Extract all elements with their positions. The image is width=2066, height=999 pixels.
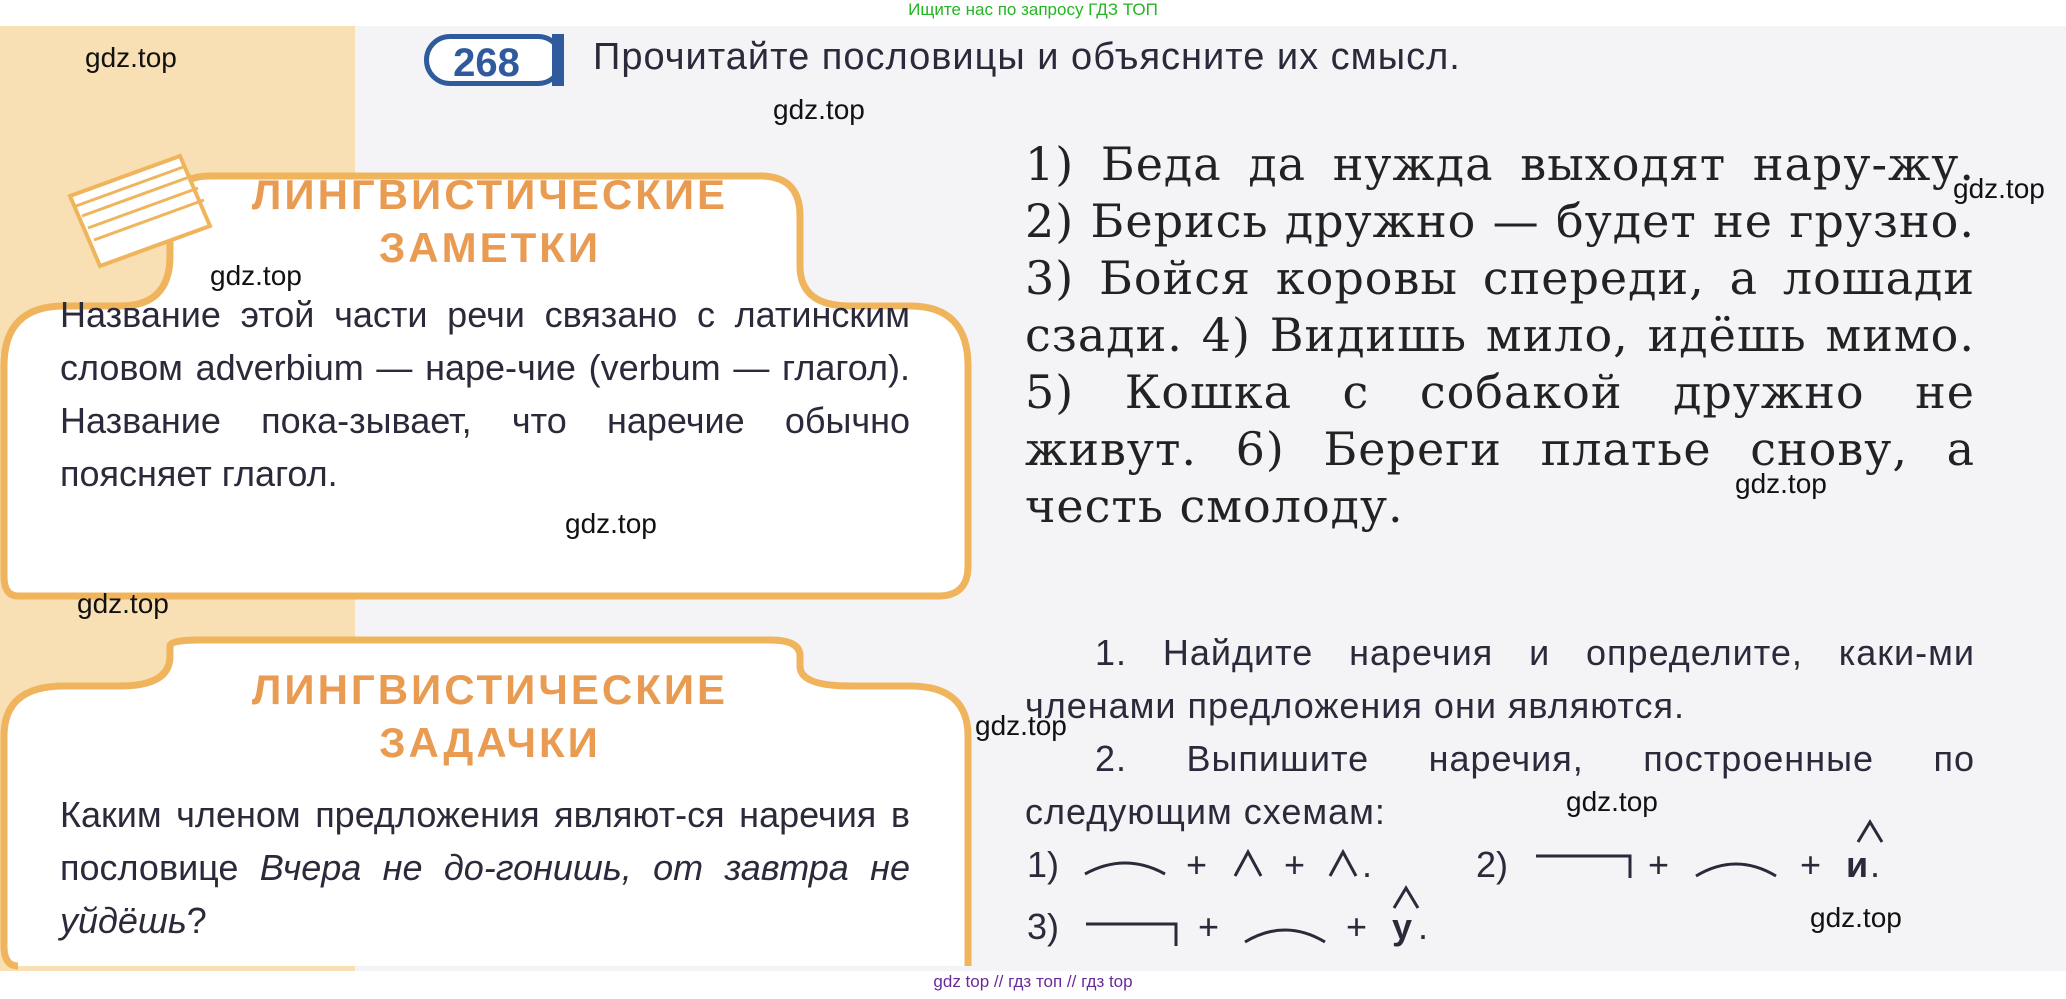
scheme-1-dot: . [1362, 844, 1373, 885]
tasks-body: Каким членом предложения являют-ся наречия в пословице Вчера не до-гонишь, от завтра не уйдёшь? [60, 794, 911, 941]
watermark: gdz.top [565, 508, 657, 539]
question-1: 1. Найдите наречия и определите, каки-ми членами предложения они являются. [1025, 632, 1975, 726]
watermark: gdz.top [1953, 173, 2045, 204]
scheme-1-label: 1) [1027, 844, 1060, 885]
scheme-3-label: 3) [1027, 906, 1060, 947]
scheme-2-ending-letter: и [1846, 844, 1869, 885]
watermark: gdz.top [975, 710, 1067, 741]
scheme-3-plus-a: + [1198, 906, 1220, 947]
watermark: gdz.top [85, 42, 177, 73]
tasks-title-1: ЛИНГВИСТИЧЕСКИЕ [251, 666, 729, 713]
watermark: gdz.top [210, 260, 302, 291]
question-2: 2. Выпишите наречия, построенные по следующим схемам: [1025, 738, 1975, 832]
notes-title-1: ЛИНГВИСТИЧЕСКИЕ [251, 171, 729, 218]
scheme-2-label: 2) [1476, 844, 1509, 885]
scheme-3 [1080, 878, 1440, 958]
notes-title-2: ЗАМЕТКИ [378, 224, 602, 271]
scheme-3-plus-b: + [1346, 906, 1368, 947]
exercise-number: 268 [453, 41, 520, 85]
exercise-task: Прочитайте пословицы и объясните их смысл. [593, 36, 1461, 78]
scheme-3-dot: . [1418, 906, 1429, 947]
watermark: gdz.top [1810, 902, 1902, 933]
scheme-2-dot: . [1870, 844, 1881, 885]
scheme-3-ending-letter: у [1392, 906, 1413, 947]
tasks-proverb: Вчера не до-гонишь, от завтра не уйдёшь [60, 847, 911, 941]
scheme-1-plus-a: + [1186, 844, 1208, 885]
notes-body: Название этой части речи связано с латинским словом adverbium — наре-чие (verbum — глагол). Название пока-зывает, что наречие обычно поясняет глагол. [60, 294, 910, 494]
textbook-page [0, 26, 2066, 971]
open-book-icon [60, 136, 220, 276]
scheme-2-plus-b: + [1800, 844, 1822, 885]
search-notice: Ищите нас по запросу ГДЗ ТОП [908, 0, 1158, 19]
watermark: gdz.top [1735, 468, 1827, 499]
scheme-1-plus-b: + [1284, 844, 1306, 885]
watermark: gdz.top [77, 588, 169, 619]
exercise-number-badge [424, 34, 564, 86]
tasks-title-2: ЗАДАЧКИ [379, 719, 601, 766]
proverbs-text: 1) Беда да нужда выходят нару-жу. 2) Берись дружно — будет не грузно. 3) Бойся коровы спереди, а лошади сзади. 4) Видишь мило, идёшь мимо. 5) Кошка с собакой дружно не живут. 6) Береги платье снову, а честь смолоду. [1025, 137, 1975, 533]
questions [1025, 626, 1975, 838]
scheme-2 [1530, 816, 1900, 896]
scheme-2-plus-a: + [1648, 844, 1670, 885]
footer-links: gdz top // гдз топ // гдз top [933, 972, 1133, 991]
watermark: gdz.top [773, 94, 865, 125]
watermark: gdz.top [1566, 786, 1658, 817]
